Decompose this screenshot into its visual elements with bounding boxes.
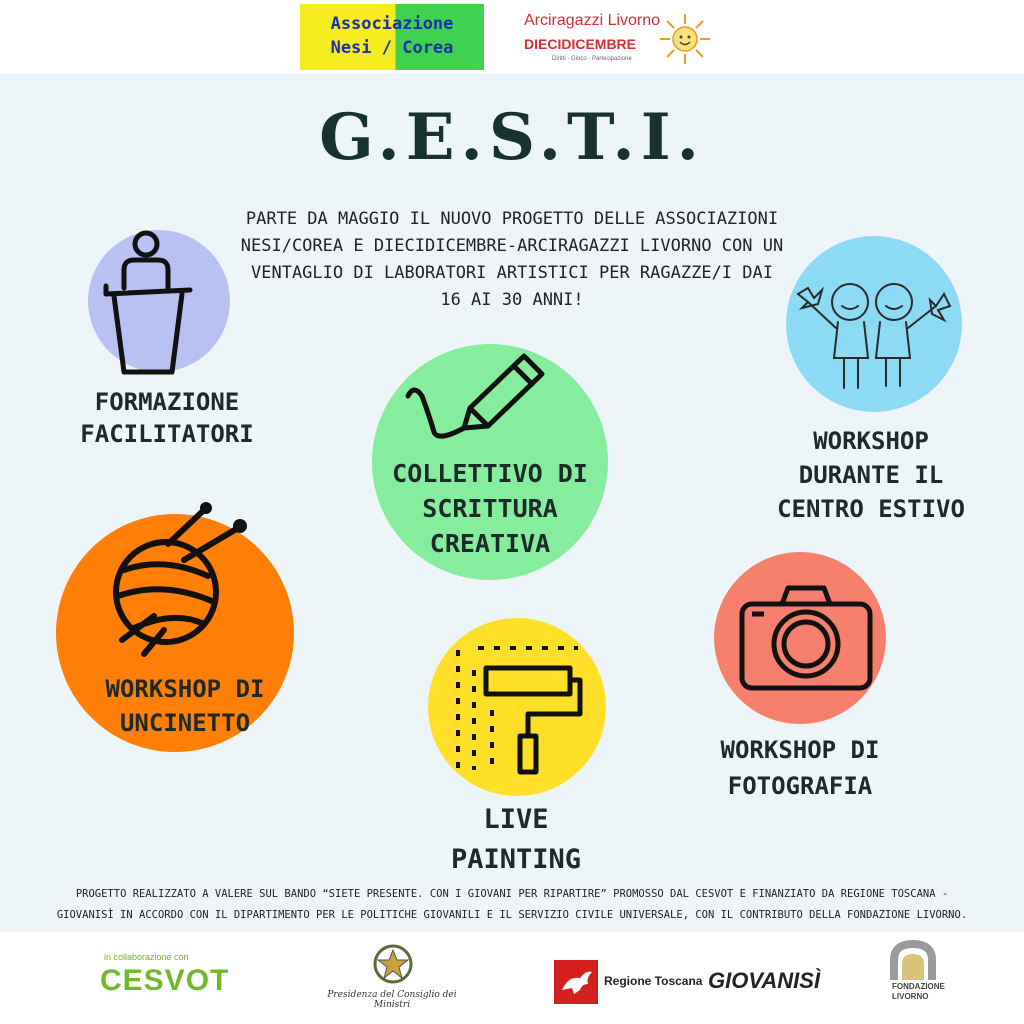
logo-nesi-line2: Nesi / Corea xyxy=(330,38,454,58)
cesvot-subtitle: in collaborazione con xyxy=(104,952,189,962)
intro-text: PARTE DA MAGGIO IL NUOVO PROGETTO DELLE ASSOCIAZIONI NESI/COREA E DIECIDICEMBRE-ARCIRAGAZZI LIVORNO CON UN VENTAGLIO DI LABORATORI ARTISTICI PER RAGAZZE/I DAI 16 AI 30 ANNI! xyxy=(240,209,784,310)
pencil-icon xyxy=(404,348,554,448)
repubblica-emblem-icon xyxy=(368,942,418,988)
footer-line2: GIOVANISÌ IN ACCORDO CON IL DIPARTIMENTO PER LE POLITICHE GIOVANILI E IL SERVIZIO CIVILE UNIVERSALE, CON IL CONTRIBUTO DELLA FONDAZIONE LIVORNO. xyxy=(56,909,968,921)
sun-icon xyxy=(658,12,712,66)
page-title: G.E.S.T.I. xyxy=(319,100,705,175)
collettivo-line3: CREATIVA xyxy=(429,529,551,558)
fondazione-livorno-arch-icon xyxy=(888,940,938,980)
centro-estivo-line1: WORKSHOP xyxy=(813,427,929,455)
collettivo-label xyxy=(380,456,600,561)
uncinetto-line2: UNCINETTO xyxy=(119,709,251,737)
collettivo-line1: COLLETTIVO DI xyxy=(392,459,588,488)
live-painting-line2: PAINTING xyxy=(450,844,582,875)
presidenza-logo-text: Presidenza del Consiglio dei Ministri xyxy=(327,990,457,1010)
logo-nesi-line1: Associazione xyxy=(330,14,454,34)
fondazione-livorno-label xyxy=(892,982,962,1002)
logo-arciragazzi-livorno xyxy=(518,8,718,68)
fotografia-label xyxy=(700,732,900,804)
formazione-label xyxy=(60,386,274,450)
fotografia-line2: FOTOGRAFIA xyxy=(727,772,873,800)
collettivo-line2: SCRITTURA xyxy=(422,494,558,523)
live-painting-line1: LIVE xyxy=(483,804,549,835)
giovanisi-logo: GIOVANISÌ xyxy=(708,968,821,993)
centro-estivo-line3: CENTRO ESTIVO xyxy=(777,495,965,523)
uncinetto-line1: WORKSHOP DI xyxy=(105,675,265,703)
formazione-line2: FACILITATORI xyxy=(80,420,254,448)
logo-arci-line2: DIECIDICEMBRE xyxy=(524,36,637,52)
formazione-line1: FORMAZIONE xyxy=(94,388,240,416)
centro-estivo-line2: DURANTE IL xyxy=(798,461,944,489)
fondazione-line2: LIVORNO xyxy=(892,992,929,1001)
footer-line1: PROGETTO REALIZZATO A VALERE SUL BANDO “SIETE PRESENTE. CON I GIOVANI PER RIPARTIRE” PROMOSSO DAL CESVOT E FINANZIATO DA REGIONE TOSCANA - xyxy=(75,888,949,900)
fondazione-line1: FONDAZIONE xyxy=(892,982,945,991)
live-painting-label xyxy=(420,800,612,880)
footer-text xyxy=(30,884,994,926)
camera-icon xyxy=(738,584,874,694)
paint-roller-icon xyxy=(448,640,588,780)
logo-arci-line3: Diritti - Gioco - Partecipazione xyxy=(552,56,632,62)
children-pinwheels-icon xyxy=(794,276,954,396)
regione-toscana-label: Regione Toscana xyxy=(604,974,703,988)
yarn-ball-icon xyxy=(104,500,254,660)
regione-toscana-pegasus-icon xyxy=(554,960,598,1004)
podium-speaker-icon xyxy=(98,228,208,378)
cesvot-logo: CESVOT xyxy=(100,964,230,997)
centro-estivo-label xyxy=(756,424,986,526)
logo-arci-line1: Arciragazzi Livorno xyxy=(524,12,661,29)
uncinetto-label xyxy=(74,672,296,740)
logo-associazione-nesi-corea xyxy=(300,4,484,70)
header-bar xyxy=(0,0,1024,74)
fotografia-line1: WORKSHOP DI xyxy=(720,736,880,764)
